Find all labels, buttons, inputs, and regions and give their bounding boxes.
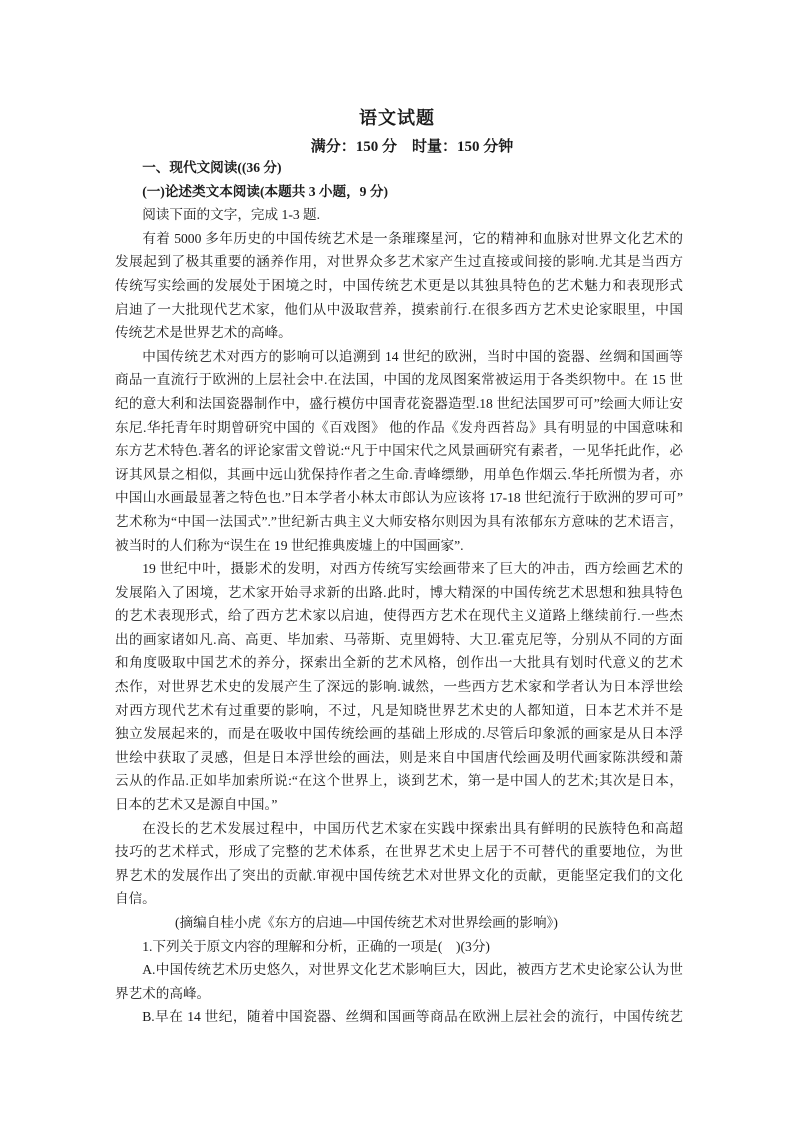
passage-line: 对西方现代艺术有过重要的影响，不过，凡是知晓世界艺术史的人都知道，日本艺术并不是 xyxy=(115,702,683,718)
passage-line: 日本的艺术又是源自中国。” xyxy=(115,797,278,813)
passage-paragraph-4 xyxy=(115,817,683,911)
passage-paragraph-1 xyxy=(115,227,683,345)
passage-line: 东方艺术特色.著名的评论家雷文曾说:“凡于中国宋代之风景画研究有素者，一见华托此作，必 xyxy=(115,443,683,459)
passage-line: 云从的作品.正如毕加索所说:“在这个世界上，谈到艺术，第一是中国人的艺术;其次是日本， xyxy=(115,773,683,789)
passage-line: 独立发展起来的，而是在吸收中国传统绘画的基础上形成的.尽管后印象派的画家是从日本浮 xyxy=(115,726,683,742)
passage-line: 和角度吸取中国艺术的养分，探索出全新的艺术风格，创作出一大批具有划时代意义的艺术 xyxy=(115,655,683,671)
passage-line: 被当时的人们称为“误生在 19 世纪推典废墟上的中国画家”. xyxy=(115,537,464,553)
passage-line: 讶其风景之相似，其画中远山犹保持作者之生命.青峰缥缈，用单色作烟云.华托所惯为者，亦 xyxy=(115,466,683,482)
section-heading: 一、现代文阅读((36 分) xyxy=(142,160,282,175)
passage-line: 东尼.华托青年时期曾研究中国的《百戏图》 他的作品《发舟西苔岛》具有明显的中国意味和 xyxy=(115,419,683,435)
option-a xyxy=(115,958,683,1005)
passage-line: 技巧的艺术样式，形成了完整的艺术体系，在世界艺术史上居于不可替代的重要地位，为世 xyxy=(115,844,683,860)
passage-line: 中国传统艺术对西方的影响可以追溯到 14 世纪的欧洲，当时中国的瓷器、丝绸和国画等 xyxy=(142,348,683,364)
passage-line: 出的画家诸如凡.高、高更、毕加索、马蒂斯、克里姆特、大卫.霍克尼等，分别从不同的方面 xyxy=(115,631,683,647)
reading-instruction: 阅读下面的文字，完成 1-3 题. xyxy=(142,207,321,223)
passage-line: 商品一直流行于欧洲的上层社会中.在法国，中国的龙凤图案常被运用于各类织物中。在 15 世 xyxy=(115,372,683,388)
option-b xyxy=(115,1005,683,1029)
passage-line: 在没长的艺术发展过程中，中国历代艺术家在实践中探索出具有鲜明的民族特色和高超 xyxy=(142,820,683,836)
passage-line: 自信。 xyxy=(115,891,156,907)
passage-line: 发展陷入了困境，艺术家开始寻求新的出路.此时，博大精深的中国传统艺术思想和独具特色 xyxy=(115,584,683,600)
subsection-heading: (一)论述类文本阅读(本题共 3 小题，9 分) xyxy=(142,183,388,199)
passage-paragraph-2 xyxy=(115,345,683,557)
passage-line: 19 世纪中叶，摄影术的发明，对西方传统写实绘画带来了巨大的冲击，西方绘画艺术的 xyxy=(142,561,683,577)
passage-line: 传统写实绘画的发展处于困境之时，中国传统艺术更是以其独具特色的艺术魅力和表现形式 xyxy=(115,277,683,293)
passage-line: 传统艺术是世界艺术的高峰。 xyxy=(115,325,292,341)
page-title: 语文试题 xyxy=(359,108,435,128)
passage-line: 启迪了一大批现代艺术家，他们从中汲取营养，摸索前行.在很多西方艺术史论家眼里，中国 xyxy=(115,301,683,317)
passage-line: 杰作，对世界艺术史的发展产生了深远的影响.诚然，一些西方艺术家和学者认为日本浮世绘 xyxy=(115,679,683,695)
passage-line: 的艺术表现形式，给了西方艺术家以启迪，使得西方艺术在现代主义道路上继续前行.一些杰 xyxy=(115,608,683,624)
passage-line: 中国山水画最显著之特色也.”日本学者小林太市郎认为应该将 17-18 世纪流行于欧洲的罗可可” xyxy=(115,490,683,506)
passage-line: 发展起到了极其重要的涵养作用，对世界众多艺术家产生过直接或间接的影响.尤其是当西方 xyxy=(115,254,683,270)
passage-source: (摘编自桂小虎《东方的启迪—中国传统艺术对世界绘画的影响》) xyxy=(175,915,558,930)
passage-line: 有着 5000 多年历史的中国传统艺术是一条璀璨星河，它的精神和血脉对世界文化艺术的 xyxy=(142,230,683,246)
exam-body xyxy=(115,156,683,1029)
question-1 xyxy=(115,935,683,1029)
passage-paragraph-3 xyxy=(115,557,683,817)
question-stem: 1.下列关于原文内容的理解和分析，正确的一项是( )(3分) xyxy=(142,938,490,954)
option-line: 界艺术的高峰。 xyxy=(115,985,211,1001)
passage-line: 界艺术的发展作出了突出的贡献.审视中国传统艺术对世界文化的贡献，更能坚定我们的文化 xyxy=(115,867,683,883)
passage-line: 世绘中获取了灵感，但是日本浮世绘的画法，则是来自中国唐代绘画及明代画家陈洪绶和萧 xyxy=(115,749,683,765)
passage-line: 纪的意大利和法国瓷器制作中，盛行模仿中国青花瓷器造型.18 世纪法国罗可可”绘画大师让安 xyxy=(115,395,683,411)
passage-line: 艺术称为“中国一法国式”.”世纪新古典主义大师安格尔则因为具有浓郁东方意味的艺术语言， xyxy=(115,513,683,529)
exam-meta: 满分：150 分 时量：150 分钟 xyxy=(310,139,514,155)
option-line: B.早在 14 世纪，随着中国瓷器、丝绸和国画等商品在欧洲上层社会的流行，中国传统艺 xyxy=(142,1009,683,1025)
option-line: A.中国传统艺术历史悠久，对世界文化艺术影响巨大，因此，被西方艺术史论家公认为世 xyxy=(142,962,683,978)
